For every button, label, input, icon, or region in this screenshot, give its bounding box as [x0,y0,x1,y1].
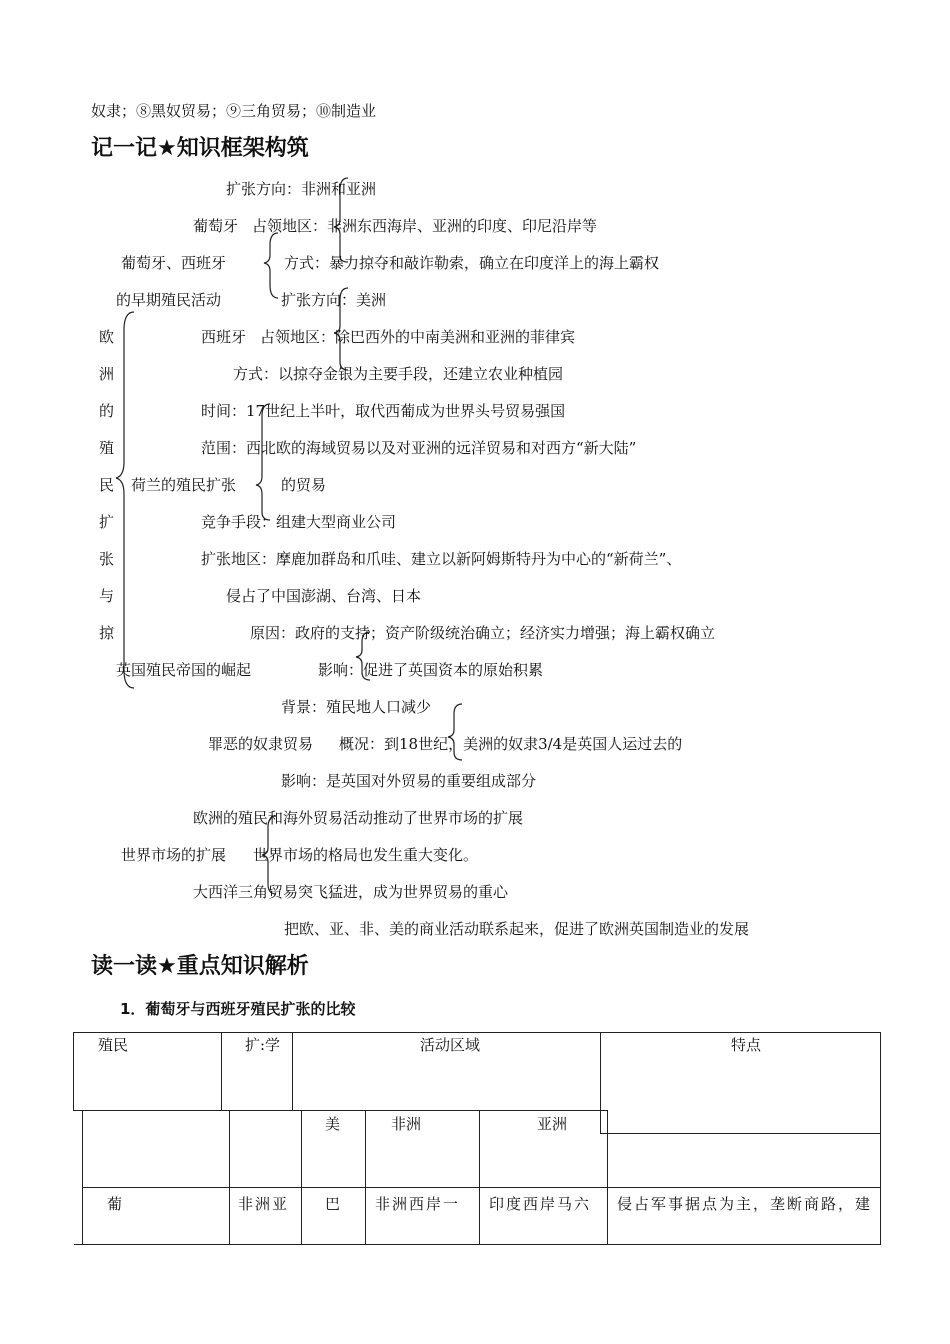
header-direction: 扩:学 [245,1036,281,1054]
nl-scope: 范围：西北欧的海域贸易以及对亚洲的远洋贸易和对西方“新大陆” [201,439,637,457]
market-point-2: 世界市场的格局也发生重大变化。 [253,846,479,864]
table-rule [479,1110,480,1244]
header-feature: 特点 [731,1036,762,1054]
uk-effect: 影响：促进了英国资本的原始积累 [318,661,544,679]
row-africa: 非洲西岸一 [375,1195,461,1213]
slave-effect: 影响：是英国对外贸易的重要组成部分 [281,772,537,790]
header-colonizer: 殖民 [98,1036,129,1054]
nl-compete: 竞争手段：组建大型商业公司 [201,513,397,531]
nl-scope-cont: 的贸易 [281,476,327,494]
ptsp-title-line2: 的早期殖民活动 [116,291,222,309]
slave-title: 罪恶的奴隶贸易 [208,735,314,753]
sp-method: 方式：以掠夺金银为主要手段，还建立农业种植园 [233,365,564,383]
subheader-africa: 非洲 [391,1115,422,1133]
market-point-1: 欧洲的殖民和海外贸易活动推动了世界市场的扩展 [193,809,524,827]
table-rule [301,1110,302,1244]
table-rule [365,1110,366,1244]
uk-title: 英国殖民帝国的崛起 [116,661,252,679]
pt-method: 方式：暴力掠夺和敲诈勒索，确立在印度洋上的海上霸权 [284,254,660,272]
table-rule [600,1032,601,1133]
root-char: 殖 [99,439,115,457]
uk-reason: 原因：政府的支持；资产阶级统治确立；经济实力增强；海上霸权确立 [250,624,716,642]
root-char: 与 [99,587,115,605]
table-rule [82,1110,83,1244]
nl-title: 荷兰的殖民扩张 [131,476,237,494]
nl-bracket [256,404,270,520]
ptsp-title-line1: 葡萄牙、西班牙 [121,254,227,272]
table-rule [221,1032,222,1110]
ptsp-bracket [264,233,278,298]
table-rule [74,1244,881,1245]
root-bracket [116,312,134,688]
subheader-asia: 亚洲 [537,1115,568,1133]
table-rule [73,1032,881,1033]
header-region: 活动区域 [420,1036,481,1054]
sp-expand-direction: 扩张方向：美洲 [281,291,387,309]
table-rule [880,1032,881,1133]
root-char: 欧 [99,328,115,346]
market-title: 世界市场的扩展 [121,846,227,864]
sp-label: 西班牙 [201,328,247,346]
pt-label: 葡萄牙 [193,217,239,235]
row-country: 葡 [107,1195,123,1213]
market-point-3: 大西洋三角贸易突飞猛进，成为世界贸易的重心 [193,883,509,901]
root-char: 的 [99,402,115,420]
nl-area: 扩张地区：摩鹿加群岛和爪哇、建立以新阿姆斯特丹为中心的“新荷兰”、 [201,550,682,568]
row-feature: 侵占军事据点为主，垄断商路，建 [617,1195,873,1213]
slave-background: 背景：殖民地人口减少 [281,698,432,716]
slave-status: 概况：到18世纪，美洲的奴隶3/4是英国人运过去的 [339,735,683,753]
table-rule [607,1110,608,1244]
section-title-framework: 记一记★知识框架构筑 [91,136,309,161]
root-char: 张 [99,550,115,568]
table-rule [880,1133,881,1244]
table-rule [600,1133,881,1134]
root-char: 洲 [99,365,115,383]
table-rule [229,1110,230,1244]
root-char: 民 [99,476,115,494]
nl-time: 时间：17世纪上半叶，取代西葡成为世界头号贸易强国 [201,402,566,420]
table-rule [82,1187,881,1188]
pt-occupied-area: 占领地区：非洲东西海岸、亚洲的印度、印尼沿岸等 [252,217,598,235]
row-direction: 非洲亚 [238,1195,290,1213]
subheader-americas: 美 [325,1115,341,1133]
table-rule [292,1032,293,1110]
root-char: 掠 [99,624,115,642]
row-asia: 印度西岸马六 [489,1195,592,1213]
row-americas: 巴 [325,1195,341,1213]
nl-area-cont: 侵占了中国澎湖、台湾、日本 [226,587,422,605]
section-title-analysis: 读一读★重点知识解析 [91,954,309,979]
market-point-4: 把欧、亚、非、美的商业活动联系起来，促进了欧洲英国制造业的发展 [284,920,750,938]
sp-occupied-area: 占领地区：除巴西外的中南美洲和亚洲的菲律宾 [260,328,576,346]
table-rule [82,1110,608,1111]
pt-expand-direction: 扩张方向：非洲和亚洲 [226,180,377,198]
subsection-title-comparison: 1．葡萄牙与西班牙殖民扩张的比较 [120,1000,356,1018]
root-char: 扩 [99,513,115,531]
table-rule [73,1032,74,1110]
top-answer-line: 奴隶；⑧黑奴贸易；⑨三角贸易；⑩制造业 [91,102,377,120]
